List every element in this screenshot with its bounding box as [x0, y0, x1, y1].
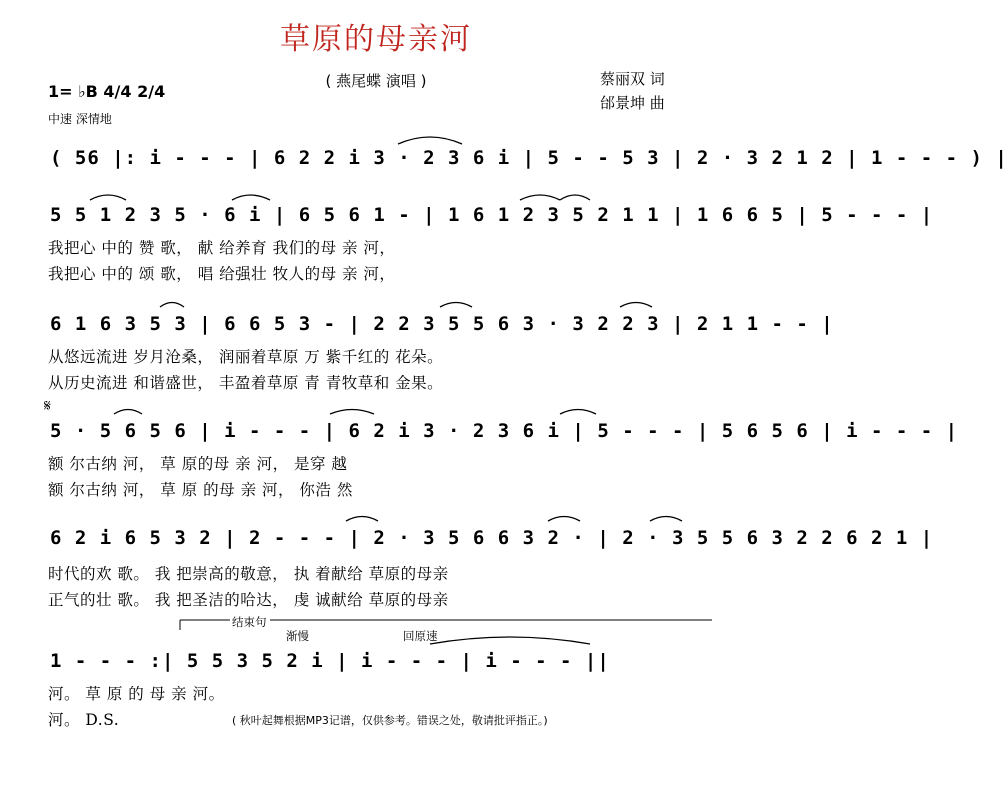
slur-mark — [620, 303, 652, 308]
lyricist-credit: 蔡丽双 词 — [600, 70, 665, 88]
score-line-3: 6 1 6 3 5 3 | 6 6 5 3 - | 2 2 3 5 5 6 3 · 3 2 2 3 | 2 1 1 - - | — [50, 313, 834, 335]
slur-mark — [398, 137, 462, 144]
score-line-4: 5 · 5 6 5 6 | i - - - | 6 2 i 3 · 2 3 6 i | 5 - - - | 5 6 5 6 | i - - - | — [50, 420, 959, 442]
slur-mark — [330, 410, 374, 415]
footnote: ( 秋叶起舞根据MP3记谱，仅供参考。错误之处，敬请批评指正。) — [232, 714, 548, 727]
score-line-5: 6 2 i 6 5 3 2 | 2 - - - | 2 · 3 5 6 6 3 2 · | 2 · 3 5 5 6 3 2 2 6 2 1 | — [50, 527, 934, 549]
slur-mark — [440, 303, 472, 308]
slur-mark — [520, 195, 560, 200]
lyric-line-3-verse-2: 从历史流进 和谐盛世， 丰盈着草原 青 青牧草和 金果。 — [48, 374, 444, 392]
segno-icon: 𝄋 — [44, 396, 51, 415]
lyric-line-5-verse-1: 时代的欢 歌。 我 把崇高的敬意， 执 着献给 草原的母亲 — [48, 565, 449, 583]
lyric-line-2-verse-2: 我把心 中的 颂 歌， 唱 给强壮 牧人的母 亲 河， — [48, 265, 396, 283]
slur-mark — [114, 410, 142, 415]
slur-mark — [430, 637, 590, 644]
ending-phrase-label: 结束句 — [232, 615, 267, 629]
a-tempo-label: 回原速 — [403, 629, 438, 643]
slur-mark — [232, 195, 270, 200]
singer-credit: ( 燕尾蝶 演唱 ) — [325, 72, 427, 90]
lyric-line-4-verse-1: 额 尔古纳 河， 草 原的母 亲 河， 是穿 越 — [48, 455, 348, 473]
composer-credit: 邰景坤 曲 — [600, 94, 665, 112]
slur-mark — [160, 303, 184, 308]
slur-mark — [548, 517, 580, 522]
key-signature: 1= ♭B 4/4 2/4 — [48, 82, 166, 101]
ritardando-label: 渐慢 — [286, 629, 309, 643]
lyric-line-3-verse-1: 从悠远流进 岁月沧桑， 润丽着草原 万 紫千红的 花朵。 — [48, 348, 444, 366]
slur-mark — [346, 517, 378, 522]
score-line-1: ( 56 |: i - - - | 6 2 2 i 3 · 2 3 6 i | 5 - - 5 3 | 2 · 3 2 1 2 | 1 - - - ) | — [50, 147, 1008, 169]
slur-mark — [650, 517, 682, 522]
lyric-line-6-verse-2: 河。 D.S. — [48, 711, 120, 729]
lyric-line-5-verse-2: 正气的壮 歌。 我 把圣洁的哈达， 虔 诚献给 草原的母亲 — [48, 591, 449, 609]
score-line-6: 1 - - - :| 5 5 3 5 2 i | i - - - | i - - - || — [50, 650, 610, 672]
slur-mark — [560, 410, 596, 415]
slur-mark — [90, 195, 126, 200]
lyric-line-6-verse-1: 河。 草 原 的 母 亲 河。 — [48, 685, 225, 703]
slur-mark — [560, 195, 590, 200]
lyric-line-4-verse-2: 额 尔古纳 河， 草 原 的母 亲 河， 你浩 然 — [48, 481, 353, 499]
score-line-2: 5 5 1 2 3 5 · 6 i | 6 5 6 1 - | 1 6 1 2 3 5 2 1 1 | 1 6 6 5 | 5 - - - | — [50, 204, 934, 226]
page-title: 草原的母亲河 — [280, 22, 472, 57]
tempo-marking: 中速 深情地 — [48, 112, 112, 126]
lyric-line-2-verse-1: 我把心 中的 赞 歌， 献 给养育 我们的母 亲 河， — [48, 239, 396, 257]
